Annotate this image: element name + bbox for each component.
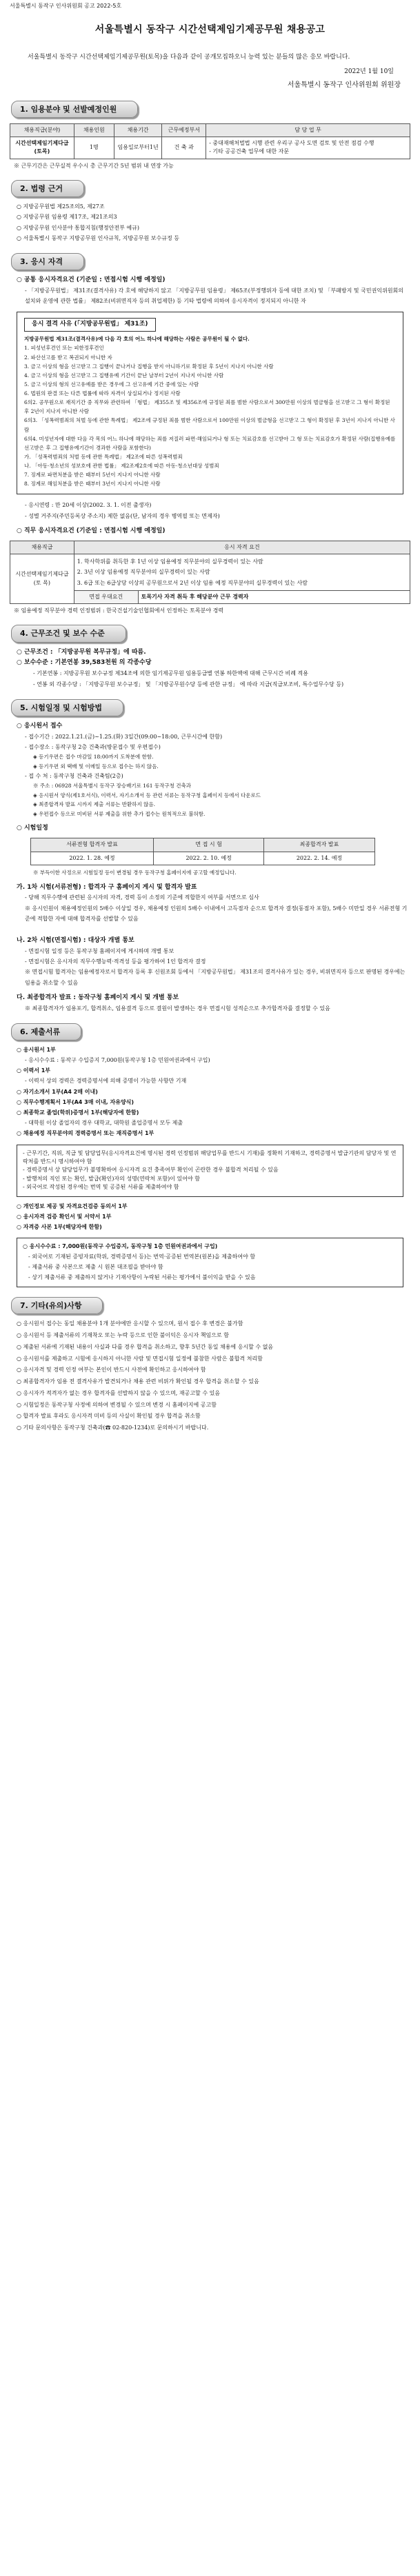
list-item: 지방공무원법 제31조(결격사유)에 다음 각 호의 어느 하나에 해당하는 사람은 공무원이 될 수 없다. (24, 336, 250, 343)
exam3-details (10, 1003, 410, 1014)
intro-text: 서울특별시 동작구 시간선택제임기제공무원(토목)을 다음과 같이 공개모집하오니 능력 있는 분들의 많은 응모 바랍니다. (28, 54, 350, 61)
list-item: ○ 개인정보 제공 및 자격요건검증 동의서 1부 (17, 1203, 128, 1209)
list-item: ○ 응시자격 검증 확인서 및 서약서 1부 (17, 1213, 112, 1220)
list-item: ※ 최종합격자가 임용포기, 합격취소, 임용결격 등으로 결원이 발생하는 경우 면접시험 성적순으로 추가합격자를 결정할 수 있음 (25, 1005, 330, 1012)
list-item: ○ 채용예정 직무분야의 경력증명서 또는 재직증명서 1부 (17, 1130, 154, 1137)
list-item: ○ 합격자 발표 후라도 응시자격 미비 등의 사실이 확인될 경우 합격을 취소함 (17, 1413, 201, 1420)
list-item: - 당해 직무수행에 관련된 응시자의 자격, 경력 등이 소정의 기준에 적합한지 여부를 서면으로 심사 (25, 894, 259, 901)
list-item: - 대학원 이상 졸업자의 경우 대학교, 대학원 졸업증명서 모두 제출 (25, 1120, 183, 1127)
list-item: ○ 응시원서를 제출하고 시험에 응시하지 아니한 사람 및 면접시험 일정에 불참한 사람은 불합격 처리함 (17, 1355, 263, 1362)
list-item: - 접수기간 : 2022.1.21.(금)~1.25.(화) 3일간(09:00~18:00, 근무시간에 한함) (25, 733, 223, 740)
table-row (31, 852, 375, 865)
list-item: ○ 응시자가 적격자가 없는 경우 합격자를 선발하지 않을 수 있으며, 재공고할 수 있음 (17, 1389, 221, 1396)
list-item: - 제출서류 중 사본으로 제출 시 원본 대조필을 받아야 함 (28, 1263, 163, 1270)
page-title: 서울특별시 동작구 시간선택제임기제공무원 채용공고 (94, 24, 326, 36)
table-header-cell: 면 접 시 험 (153, 838, 263, 852)
list-item: - 응시수수료 : 동작구 수입증지 7,000원(동작구청 1층 민원여권과에서 구입) (25, 1057, 210, 1064)
table-header-cell: 응시 자격 요건 (74, 541, 410, 554)
notes-list (10, 1318, 410, 1434)
list-item: - 연봉 외 각종수당 : 「지방공무원 보수규정」 및 「지방공무원수당 등에 관한 규정」 에 따라 지급(직급보조비, 특수업무수당 등) (33, 681, 344, 687)
list-item: ○ 응시원서 1부 (17, 1046, 56, 1053)
list-item: ○ 자격증 사본 1부(해당자에 한함) (17, 1223, 102, 1230)
list-item: 5. 금고 이상의 형의 선고유예를 받은 경우에 그 선고유예 기간 중에 있는 사람 (24, 381, 199, 388)
schedule-title: ○ 시험일정 (17, 825, 48, 832)
list-item: ○ 최종학교 졸업(학위)증명서 1부(해당자에 한함) (17, 1109, 139, 1116)
table-header-row (10, 541, 410, 554)
application-title: ○ 응시원서 접수 (17, 722, 63, 729)
salary-level: ○ 보수수준 : 기본연봉 39,583천원 의 각종수당 (17, 659, 152, 667)
duties-cell (206, 137, 410, 159)
table-header-cell: 채용직급(분야) (10, 123, 74, 137)
announcement-date: 2022년 1월 10일 (344, 68, 394, 76)
schedule-cell: 2022. 2. 14. 예정 (264, 852, 374, 865)
list-item: 2. 파산선고를 받고 복권되지 아니한 자 (24, 354, 112, 361)
list-item: ○ 최종합격자가 임용 전 결격사유가 발견되거나 채용 관련 비위가 확인될 경우 합격을 취소할 수 있음 (17, 1378, 259, 1385)
career-certificate-box (17, 1145, 403, 1197)
req-rank-cell: 시간선택제임기제다급(토 목) (10, 554, 74, 604)
term-note: ※ 근무기간은 근무실적 우수시 총 근무기간 5년 범위 내 연장 가능 (14, 162, 174, 169)
list-item: - 근무기간, 직위, 직급 및 담당업무(응시자격요건에 명시된 경력 인정범위 해당업무를 반드시 기재)를 정확히 기재하고, 경력증명서 발급기관의 담당자 및 연락처를 반드시 명시하여야 함 (23, 1149, 397, 1165)
documents-list-2 (10, 1201, 410, 1233)
list-item: 8. 징계로 해임처분을 받은 때부터 3년이 지나지 아니한 사람 (24, 481, 161, 487)
job-requirements-title: ○ 직무 응시자격요건 (기준일 : 면접시험 시행 예정일) (17, 527, 166, 534)
application-details (10, 732, 410, 819)
table-header-cell: 채용직급 (10, 541, 74, 554)
list-item: 3. 6급 또는 6급상당 이상의 공무원으로서 2년 이상 임용 예정 직무분야의 실무경력이 있는 사람 (77, 579, 308, 586)
list-item: ◈ 우편접수 등으로 미비된 서류 제출을 위한 추가 접수는 원칙적으로 불허함. (33, 810, 206, 817)
list-item: ◈ 등기우편은 접수 마감일 18:00까지 도착분에 한함. (33, 754, 154, 761)
list-item: ○ 자기소개서 1부(A4 2매 이내) (17, 1088, 98, 1095)
list-item: ◈ 응시원서 양식(제1호서식), 이력서, 자기소개서 등 관련 서류는 동작구청 홈페이지 등에서 다운로드 (33, 792, 261, 798)
age-requirements (10, 500, 410, 521)
list-item: ○ 응시자격 및 경력 인정 여부는 본인이 반드시 사전에 확인하고 응시하여야 함 (17, 1367, 206, 1373)
list-item: 6의4. 미성년자에 대한 다음 각 목의 어느 하나에 해당하는 죄를 저질러 파면·해임되거나 형 또는 치료감호를 선고받아 그 형 또는 치료감호가 확정된 사람(집행유예를 선고받은 후 그 집행유예기간이 경과한 사람을 포함한다) (24, 435, 396, 451)
section-2-heading: 2. 법령 근거 (11, 180, 84, 197)
table-header-cell: 근무예정부서 (162, 123, 206, 137)
list-item: ○ 응시원서 접수는 동일 채용분야 1개 분야에만 응시할 수 있으며, 원서 접수 후 변경은 불가함 (17, 1320, 243, 1327)
schedule-cell: 2022. 2. 10. 예정 (153, 852, 263, 865)
table-header-cell: 서류전형 합격자 발표 (31, 838, 154, 852)
list-item: ○ 시험일정은 동작구청 사정에 의하여 변경될 수 있으며 변경 시 홈페이지에 공고함 (17, 1401, 217, 1408)
list-item: - 외국어로 작성된 경우에는 번역 및 공증된 서류를 제출하여야 함 (23, 1184, 179, 1191)
list-item: ○ 직무수행계획서 1부(A4 3매 이내, 자유양식) (17, 1098, 134, 1105)
list-item: 1. 피성년후견인 또는 피한정후견인 (24, 345, 104, 352)
list-item: ◈ 등기우편 외 택배 및 이메일 등으로 접수는 하지 않음. (33, 763, 159, 769)
list-item: ○ 지방공무원 임용령 제17조, 제21조의3 (17, 214, 117, 221)
work-conditions: ○ 근무조건 : 「지방공무원 복무규정」에 따름. (17, 648, 146, 656)
list-item: - 이력서 상의 경력은 경력증명서에 의해 증명이 가능한 사항만 기재 (25, 1078, 187, 1085)
list-item: - 기본연봉 : 지방공무원 보수규정 제34조에 의한 임기제공무원 임용등급별 연봉 하한액에 대해 근무시간 비례 적용 (33, 670, 308, 677)
list-item: 6의2. 공무원으로 재직기간 중 직무와 관련하여 「형법」 제355조 및 제356조에 규정된 죄를 범한 사람으로서 300만원 이상의 벌금형을 선고받고 그 형이 확정된 후 2년이 지나지 아니한 사람 (24, 399, 390, 415)
list-item: - 면접시험 일정 등은 동작구청 홈페이지에 게시하며 개별 통보 (25, 947, 174, 954)
list-item: ○ 지방공무원법 제25조의5, 제27조 (17, 203, 105, 210)
list-item: ※ 면접시험 합격자는 임용예정자로서 합격자 등록 후 신원조회 등에서 「지방공무원법」 제31조의 결격사유가 있는 경우, 비위면직자 등으로 판명된 경우에는 임용을 취소할 수 있음 (25, 969, 406, 986)
list-item: 가. 「성폭력범죄의 처벌 등에 관한 특례법」 제2조에 따른 성폭력범죄 (24, 453, 183, 460)
exam2-title: 나. 2차 시험(면접시험) : 대상자 개별 통보 (17, 937, 134, 945)
schedule-cell: 2022. 1. 28. 예정 (31, 852, 154, 865)
list-item: - 발행처의 직인 또는 확인, 발급(확인)자의 성명(연락처 포함)이 있어야 함 (23, 1175, 200, 1182)
list-item: 2. 3년 이상 임용예정 직무분야의 실무경력이 있는 사람 (77, 569, 210, 576)
pref-label-cell: 면접 우대요건 (74, 590, 138, 603)
exam1-title: 가. 1차 시험(서류전형) : 합격자 구 홈페이지 게시 및 합격자 발표 (17, 883, 197, 891)
list-item: ○ 지방공무원 인사분야 통합지침(행정안전부 예규) (17, 224, 139, 231)
section-4-heading: 4. 근무조건 및 보수 수준 (11, 625, 126, 642)
list-item: 4. 금고 이상의 형을 선고받고 그 집행유예 기간이 끝난 날부터 2년이 지나지 아니한 사람 (24, 372, 224, 379)
exam1-details (10, 892, 410, 924)
rank-cell: 시간선택제임기제다급(토목) (10, 137, 74, 159)
document-number: 서울특별시 동작구 인사위원회 공고 2022-5호 (10, 3, 122, 9)
list-item: - 외국어로 기재된 증빙자료(학위, 경력증명서 등)는 번역·공증된 번역본(원본)을 제출하여야 함 (28, 1253, 256, 1260)
list-item: 3. 금고 이상의 형을 선고받고 그 집행이 끝나거나 집행을 받지 아니하기로 확정된 후 5년이 지나지 아니한 사람 (24, 363, 274, 370)
section-7-heading: 7. 기타(유의)사항 (11, 1297, 103, 1314)
list-item: ○ 응시원서 등 제출서류의 기재착오 또는 누락 등으로 인한 불이익은 응시자 책임으로 함 (17, 1331, 229, 1338)
recruitment-table (10, 123, 410, 159)
section-5-heading: 5. 시험일정 및 시험방법 (11, 699, 123, 716)
table-header-cell: 채용인원 (74, 123, 114, 137)
list-item: ○ 이력서 1부 (17, 1067, 51, 1074)
duty-item: - 중대재해처벌법 시행 관련 우리구 공사 도면 검토 및 안전 점검 수행 (209, 140, 374, 147)
disqualification-title: 응시 결격 사유 (「지방공무원법」 제31조) (24, 318, 156, 332)
list-item: - 접수장소 : 동작구청 2층 건축과(방문접수 및 우편접수) (25, 743, 161, 750)
fee-title: ○ 응시수수료 : 7,000원(동작구 수입증지, 동작구청 1층 민원여권과에서 구입) (23, 1243, 218, 1250)
list-item: 7. 징계로 파면처분을 받은 때부터 5년이 지나지 아니한 사람 (24, 472, 161, 479)
disqualification-body (17, 332, 403, 494)
table-header-cell: 채용기간 (114, 123, 162, 137)
career-note: ※ 임용예정 직무분야 경력 인정범위 : 한국건설기술인협회에서 인정하는 토목분야 경력 (14, 607, 224, 614)
schedule-table (30, 838, 375, 865)
duty-item: - 기타 공공건축 업무에 대한 자문 (209, 148, 290, 155)
exam3-title: 다. 최종합격자 발표 : 동작구청 홈페이지 게시 및 개별 통보 (17, 994, 179, 1001)
list-item: - 상기 제출서류 중 제출하지 않거나 기재사항이 누락된 서류는 평가에서 불이익을 받을 수 있음 (28, 1274, 256, 1280)
list-item: ◈ 최종합격자 발표 시까지 제출 서류는 반환하지 않음. (33, 801, 155, 808)
list-item: - 접 수 처 : 동작구청 건축과 건축팀(2층) (25, 773, 123, 780)
list-item: ○ 서울특별시 동작구 지방공무원 인사규칙, 지방공무원 보수규정 등 (17, 234, 179, 241)
disqualification-box (17, 312, 403, 494)
list-item: ○ 기타 문의사항은 동작구청 건축과(☎ 02-820-1234)로 문의하시기 바랍니다. (17, 1425, 209, 1431)
fee-box (17, 1238, 403, 1287)
list-item: 1. 학사학위를 취득한 후 1년 이상 임용예정 직무분야의 실무경력이 있는 사람 (77, 559, 263, 565)
table-header-cell: 담 당 업 무 (206, 123, 410, 137)
list-item: - 면접시험은 응시자의 직무수행능력·적격성 등을 평가하여 1인 합격자 결정 (25, 958, 206, 965)
list-item: - 응시연령 : 만 20세 이상(2002. 3. 1. 이전 출생자) (25, 502, 152, 509)
schedule-note: ※ 부득이한 사정으로 시험일정 등이 변경될 경우 동작구청 홈페이지에 공고할 예정입니다. (33, 869, 237, 876)
exam2-details (10, 946, 410, 988)
req-items-cell (74, 554, 410, 591)
table-row (10, 137, 410, 159)
list-item: - 경력증명서 상 담당업무가 불명확하여 응시자격 요건 충족여부 확인이 곤란한 경우 불합격 처리될 수 있음 (23, 1167, 279, 1174)
table-header-cell: 최종합격자 발표 (264, 838, 374, 852)
period-cell: 임용일로부터1년 (114, 137, 162, 159)
issuer: 서울특별시 동작구 인사위원회 위원장 (287, 81, 401, 90)
job-requirements-table (10, 541, 410, 604)
count-cell: 1명 (74, 137, 114, 159)
list-item: ※ 주소 : 06928 서울특별시 동작구 장승배기로 161 동작구청 건축과 (33, 783, 192, 789)
list-item: ※ 응시인원이 채용예정인원의 5배수 이상일 경우, 채용예정 인원의 5배수 이내에서 고득점자 순으로 합격자 결정(동점자 포함), 5배수 미만일 경우 서류전형 기준에 적합한 자에 대해 합격자를 선발할 수 있음 (25, 905, 408, 922)
table-header-row (10, 123, 410, 137)
list-item: - 성별 거주지(주민등록상 주소지) 제한 없음(단, 남자의 경우 병역필 또는 면제자) (25, 512, 220, 519)
list-item: 6. 법원의 판결 또는 다른 법률에 따라 자격이 상실되거나 정지된 사람 (24, 390, 181, 397)
table-row (10, 554, 410, 591)
dept-cell: 건 축 과 (162, 137, 206, 159)
legal-basis-list (10, 201, 410, 243)
section-6-heading: 6. 제출서류 (11, 1023, 81, 1040)
general-requirement: - 「지방공무원법」 제31조(결격사유) 각 호에 해당하지 않고 「지방공무원 임용령」 제65조(부정행위자 등에 대한 조치) 및 「부패방지 및 국민권익위원회의 설치와 운영에 관한 법률」 제82조(비위면직자 등의 취업제한) 등 기타 법령에 의하여 응시자격이 정지되지 아니한 자 (25, 288, 403, 305)
general-requirements-title: ○ 공통 응시자격요건 (기준일 : 면접시험 시행 예정일) (17, 276, 166, 284)
list-item: ○ 제출된 서류에 기재된 내용이 사실과 다를 경우 합격을 취소하고, 향후 5년간 동일 채용에 응시할 수 없음 (17, 1343, 274, 1350)
list-item: 6의3. 「성폭력범죄의 처벌 등에 관한 특례법」 제2조에 규정된 죄를 범한 사람으로서 100만원 이상의 벌금형을 선고받고 그 형이 확정된 후 3년이 지나지 아니한 사람 (24, 417, 395, 433)
table-header-row (31, 838, 375, 852)
section-3-heading: 3. 응시 자격 (11, 253, 84, 270)
section-1-heading: 1. 임용분야 및 선발예정인원 (11, 101, 138, 118)
list-item: 나. 「아동·청소년의 성보호에 관한 법률」 제2조제2호에 따른 아동·청소년대상 성범죄 (24, 463, 219, 470)
salary-details (10, 668, 410, 689)
pref-value-cell: 토목기사 자격 취득 후 해당분야 근무 경력자 (138, 590, 410, 603)
documents-list (10, 1045, 410, 1139)
